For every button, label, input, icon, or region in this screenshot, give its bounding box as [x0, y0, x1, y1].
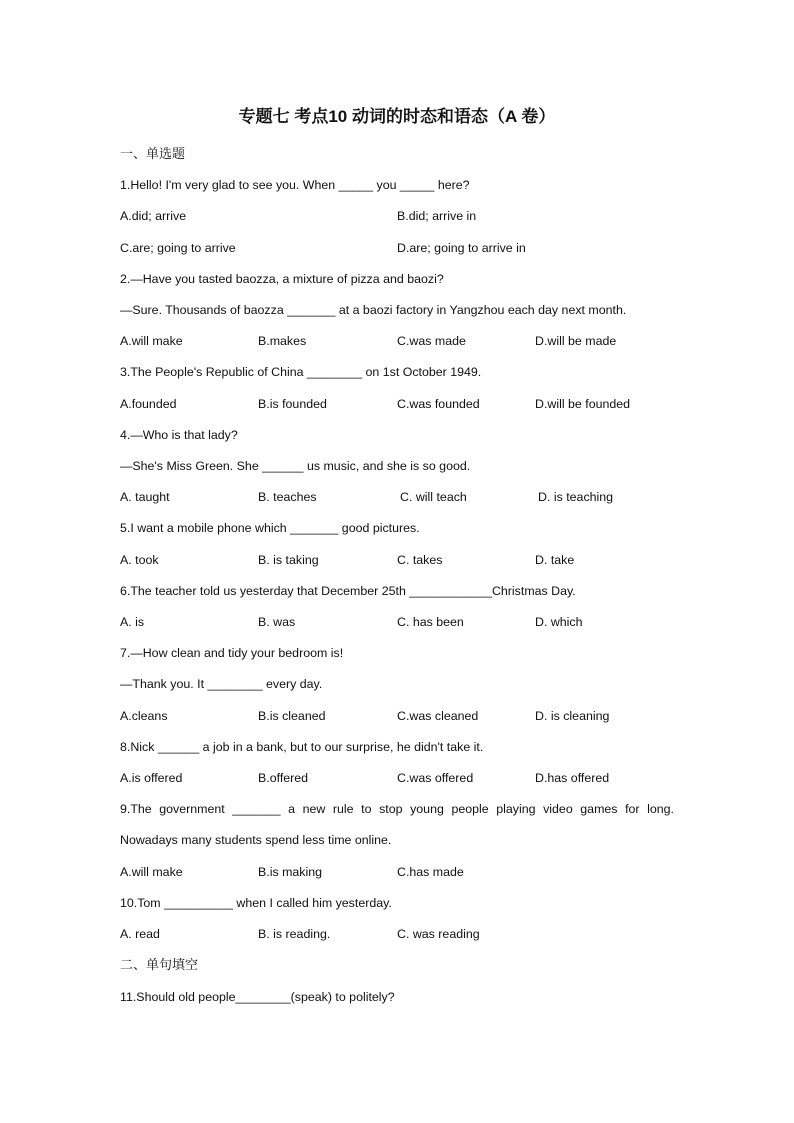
question-4-stem: 4.—Who is that lady?: [120, 428, 238, 442]
option-d[interactable]: D. is teaching: [538, 490, 614, 504]
option-b[interactable]: B.is making: [258, 865, 323, 879]
question-2-stem-continued: —Sure. Thousands of baozza _______ at a baozi factory in Yangzhou each day next month.: [120, 303, 627, 317]
question-6-stem: 6.The teacher told us yesterday that December 25th ____________Christmas Day.: [120, 584, 576, 598]
option-b[interactable]: B.makes: [258, 334, 307, 348]
option-c[interactable]: C.was offered: [397, 771, 474, 785]
option-c[interactable]: C.has made: [397, 865, 464, 879]
option-b[interactable]: B. teaches: [258, 490, 317, 504]
section-heading-single-choice: 一、单选题: [120, 146, 186, 161]
section-heading-fill-in: 二、单句填空: [120, 957, 199, 972]
question-10-stem: 10.Tom __________ when I called him yesterday.: [120, 896, 392, 910]
option-d[interactable]: D.has offered: [535, 771, 610, 785]
option-a[interactable]: A.will make: [120, 865, 183, 879]
option-a[interactable]: A. is: [120, 615, 145, 629]
option-d[interactable]: D. is cleaning: [535, 709, 610, 723]
question-4-options: [120, 489, 680, 505]
question-1-options-row-1: [120, 208, 680, 224]
option-b[interactable]: B.is cleaned: [258, 709, 326, 723]
option-a[interactable]: A. read: [120, 927, 160, 941]
option-a[interactable]: A.did; arrive: [120, 209, 187, 223]
option-a[interactable]: A. taught: [120, 490, 170, 504]
question-7-options: [120, 708, 680, 724]
question-4-stem-continued: —She's Miss Green. She ______ us music, and she is so good.: [120, 459, 471, 473]
option-c[interactable]: C.are; going to arrive: [120, 241, 236, 255]
question-8-stem: 8.Nick ______ a job in a bank, but to our surprise, he didn't take it.: [120, 740, 484, 754]
question-9-stem: 9.The government _______ a new rule to stop young people playing video games for long.: [120, 802, 674, 816]
question-3-options: [120, 396, 680, 412]
question-5-options: [120, 552, 680, 568]
option-a[interactable]: A. took: [120, 553, 159, 567]
option-c[interactable]: C. takes: [397, 553, 443, 567]
question-2-stem: 2.—Have you tasted baozza, a mixture of pizza and baozi?: [120, 272, 444, 286]
option-b[interactable]: B.is founded: [258, 397, 327, 411]
question-9-stem-continued: Nowadays many students spend less time online.: [120, 833, 392, 847]
question-7-stem-continued: —Thank you. It ________ every day.: [120, 677, 323, 691]
option-d[interactable]: D. take: [535, 553, 575, 567]
option-b[interactable]: B.did; arrive in: [397, 209, 477, 223]
option-b[interactable]: B. is taking: [258, 553, 319, 567]
option-a[interactable]: A.cleans: [120, 709, 168, 723]
option-d[interactable]: D.will be founded: [535, 397, 631, 411]
option-a[interactable]: A.will make: [120, 334, 183, 348]
page-title: 专题七 考点10 动词的时态和语态（A 卷）: [238, 107, 556, 126]
option-d[interactable]: D.will be made: [535, 334, 617, 348]
question-2-options: [120, 333, 680, 349]
option-a[interactable]: A.is offered: [120, 771, 183, 785]
option-c[interactable]: C. will teach: [400, 490, 467, 504]
question-5-stem: 5.I want a mobile phone which _______ good pictures.: [120, 521, 420, 535]
question-9-options: [120, 864, 680, 880]
question-10-options: [120, 926, 680, 942]
question-11-stem: 11.Should old people________(speak) to politely?: [120, 990, 395, 1004]
option-d[interactable]: D. which: [535, 615, 583, 629]
question-1-stem: 1.Hello! I'm very glad to see you. When _____ you _____ here?: [120, 178, 470, 192]
question-6-options: [120, 614, 680, 630]
question-7-stem: 7.—How clean and tidy your bedroom is!: [120, 646, 344, 660]
option-a[interactable]: A.founded: [120, 397, 177, 411]
option-b[interactable]: B. was: [258, 615, 296, 629]
option-c[interactable]: C.was cleaned: [397, 709, 479, 723]
question-1-options-row-2: [120, 240, 680, 256]
option-c[interactable]: C.was founded: [397, 397, 480, 411]
option-c[interactable]: C.was made: [397, 334, 466, 348]
option-c[interactable]: C. has been: [397, 615, 464, 629]
option-c[interactable]: C. was reading: [397, 927, 480, 941]
question-8-options: [120, 770, 680, 786]
question-3-stem: 3.The People's Republic of China ________ on 1st October 1949.: [120, 365, 482, 379]
option-b[interactable]: B. is reading.: [258, 927, 331, 941]
option-d[interactable]: D.are; going to arrive in: [397, 241, 526, 255]
option-b[interactable]: B.offered: [258, 771, 309, 785]
